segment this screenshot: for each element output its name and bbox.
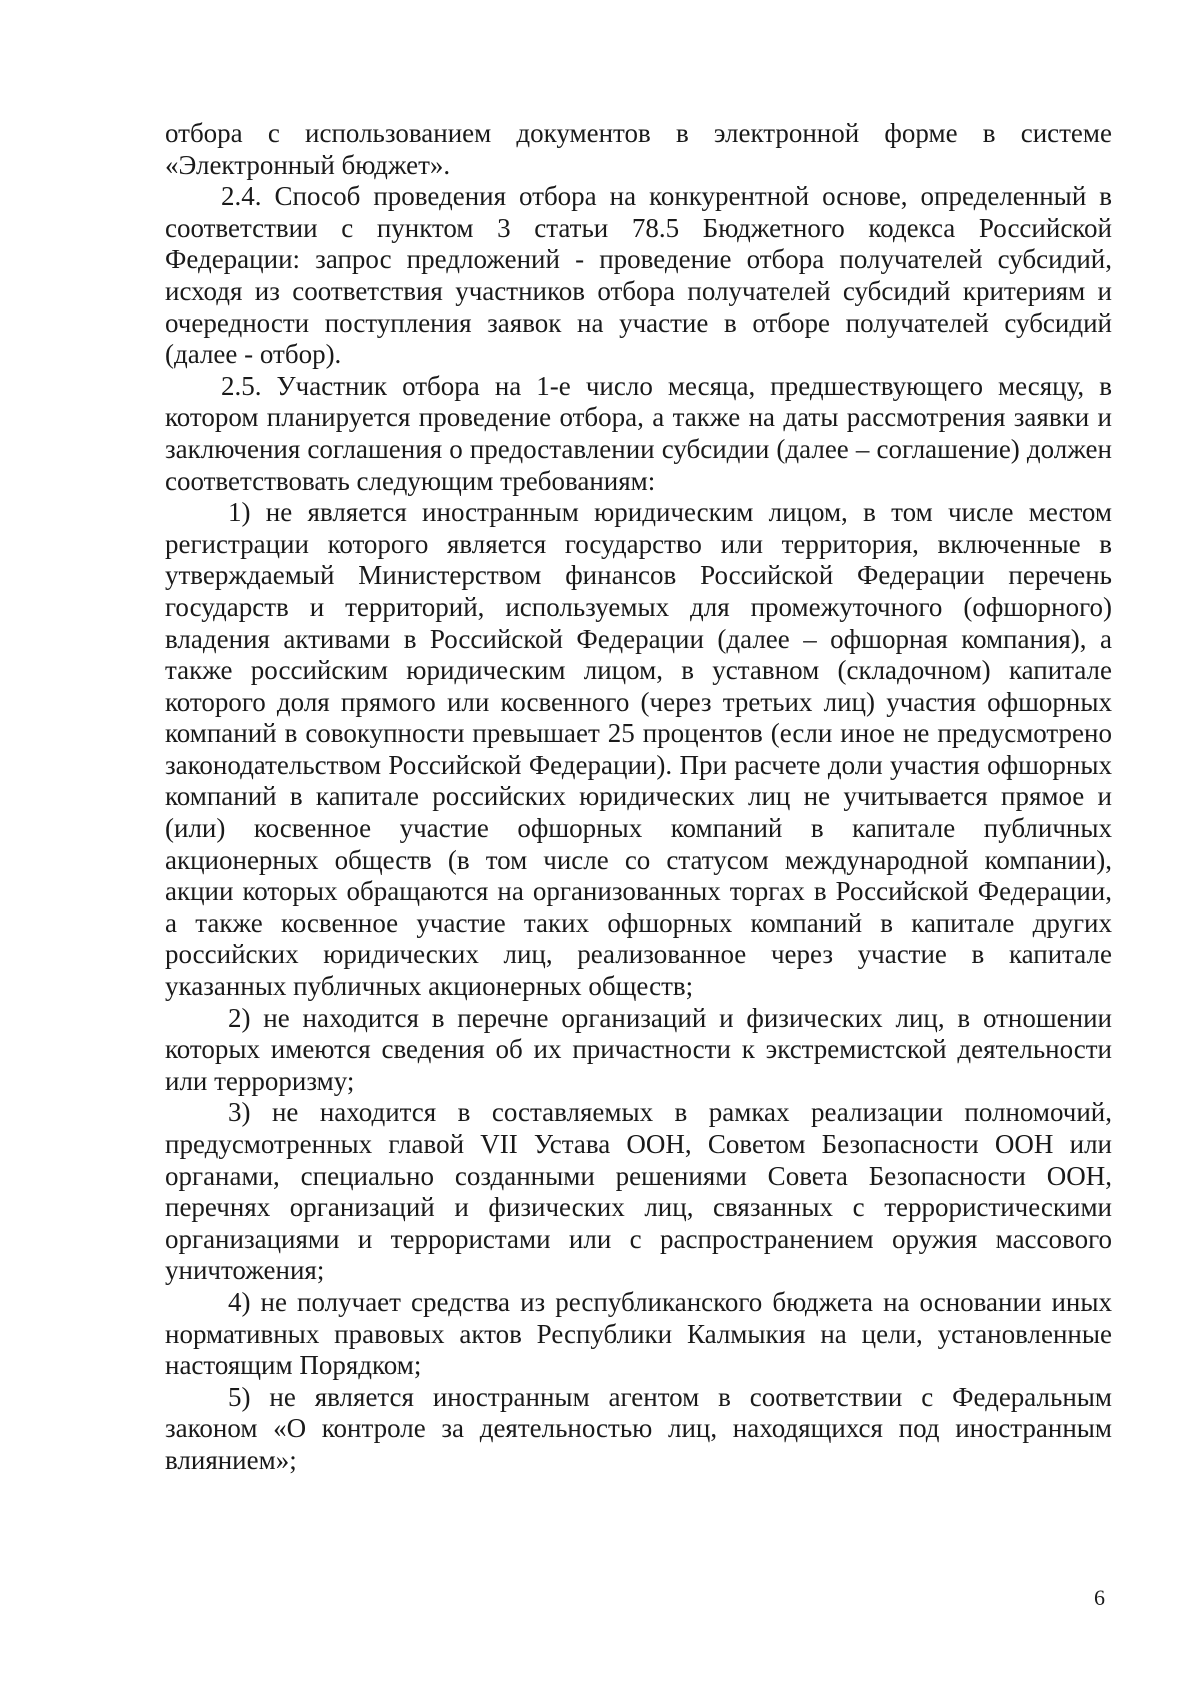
requirement-item-3: 3) не находится в составляемых в рамках реализации полномочий, предусмотренных главой VII Устава ООН, Советом Безопасности ООН или органами, специально созданными решениями Совета Безопасности ООН, перечнях организаций и физических лиц, связанных с террористическими организациями и террористами или с распространением оружия массового уничтожения; — [165, 1097, 1112, 1286]
requirement-item-2: 2) не находится в перечне организаций и физических лиц, в отношении которых имеются сведения об их причастности к экстремистской деятельности или терроризму; — [165, 1002, 1112, 1096]
requirement-item-1: 1) не является иностранным юридическим лицом, в том числе местом регистрации которого является государство или территория, включенные в утверждаемый Министерством финансов Российской Федерации перечень государств и территорий, используемых для промежуточного (офшорного) владения активами в Российской Федерации (далее – офшорная компания), а также российским юридическим лицом, в уставном (складочном) капитале которого доля прямого или косвенного (через третьих лиц) участия офшорных компаний в совокупности превышает 25 процентов (если иное не предусмотрено законодательством Российской Федерации). При расчете доли участия офшорных компаний в капитале российских юридических лиц не учитывается прямое и (или) косвенное участие офшорных компаний в капитале публичных акционерных обществ (в том числе со статусом международной компании), акции которых обращаются на организованных торгах в Российской Федерации, а также косвенное участие таких офшорных компаний в капитале других российских юридических лиц, реализованное через участие в капитале указанных публичных акционерных обществ; — [165, 497, 1112, 1002]
page-number: 6 — [1094, 1585, 1105, 1610]
requirement-item-4: 4) не получает средства из республиканского бюджета на основании иных нормативных правовых актов Республики Калмыкия на цели, установленные настоящим Порядком; — [165, 1286, 1112, 1381]
paragraph-2-5: 2.5. Участник отбора на 1-е число месяца, предшествующего месяцу, в котором планируется проведение отбора, а также на даты рассмотрения заявки и заключения соглашения о предоставлении субсидии (далее – соглашение) должен соответствовать следующим требованиям: — [165, 370, 1112, 496]
requirement-item-5: 5) не является иностранным агентом в соответствии с Федеральным законом «О контроле за деятельностью лиц, находящихся под иностранным влиянием»; — [165, 1381, 1112, 1475]
paragraph-2-4: 2.4. Способ проведения отбора на конкурентной основе, определенный в соответствии с пунктом 3 статьи 78.5 Бюджетного кодекса Российской Федерации: запрос предложений - проведение отбора получателей субсидий, исходя из соответствия участников отбора получателей субсидий критериям и очередности поступления заявок на участие в отборе получателей субсидий (далее - отбор). — [165, 181, 1112, 370]
document-body — [165, 118, 1112, 1477]
paragraph-continuation: отбора с использованием документов в электронной форме в системе «Электронный бюджет». — [165, 118, 1112, 180]
